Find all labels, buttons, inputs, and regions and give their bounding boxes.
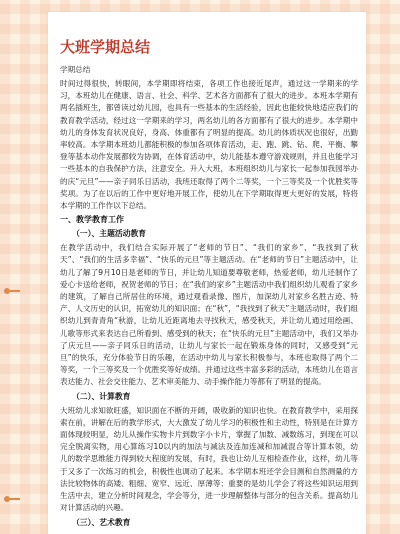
marker-line-decoration [10,290,20,292]
page-marker-decoration [0,286,20,296]
theme-activity-paragraph: 在教学活动中，我们结合实际开展了“老师的节日”、“我们的家乡”、“我找到了秋天”、“我们的生活多幸福”、“快乐的元旦”等主题活动。在“老师的节日”主题活动中，让幼儿了解了9月10日是老师的节日，并让幼儿知道要尊敬老师，热爱老师，幼儿还制作了爱心卡送给老师，祝贺老师的节日；在“我们的家乡”主题活动中我们组织幼儿观看了家乡的建筑，了解自己所居住的环境，通过观看录像、图片，加深幼儿对家乡名胜古迹、特产、人文历史的认识，拓宽幼儿的知识面；在“秋”，“我找到了秋天”主题活动时，我们组织幼儿到青青角“秋游，让幼儿近距离地去寻找秋天，感受秋天，并让幼儿通过用绘画、儿歌等形式来表达自己所看到、感受到的秋天；在“快乐的元旦”主题活动中，我们又举办了庆元旦——亲子同乐日的活动，让幼儿与家长一起在锻炼身体的同时，又感受到“元旦”的快乐，充分体验节日的乐趣，在活动中幼儿与家长积极参与，本班也取得了两个二等奖，一个三等奖及一个优胜奖等好成绩。并通过这些丰富多彩的活动，本班幼儿在语言表达能力、社会交往能力、艺术审美能力、动手操作能力等都有了明显的提高。 [60,243,358,387]
document-title: 大班学期总结 [60,38,151,56]
marker-line-decoration [10,498,20,500]
subsection-heading-theme: （一）、主题活动教育 [72,229,147,239]
intro-paragraph: 时间过得很快，转眼间，本学期即将结束，各项工作也接近尾声，通过这一学期来的学习，本班幼儿在健康、语言、社会、科学、艺术各方面都有了很大的进步。本班本学期有两名插班生，都曾读过幼儿园，也具有一些基本的生活经验，因此也能较快地适应我们的教育教学活动，经过这一学期来的学习，两名幼儿的各方面都有了很大的进步。本学期中幼儿的身体发育状况良好，身高、体重都有了明显的提高。幼儿的体质状况也很好，出勤率较高。本学期本班幼儿都能积极的参加各项体育活动，走、跑、跳、钻、爬、平衡、攀登等基本动作发展都较为协调，在体育活动中，幼儿能基本遵守游戏规则，并且也能学习一些基本的自我保护方法，注意安全。升入大班，本班组织幼儿与家长一起参加我园举办的庆“元旦”——亲子同乐日活动，我班还取得了两个二等奖，一个三等奖及一个优胜奖等奖项。为了在以后的工作中更好地开展工作，使幼儿在下学期取得更大更好的发展，特将本学期的工作作以下总结。 [60,79,358,211]
document-page [48,12,366,534]
document-subtitle: 学期总结 [60,65,91,74]
math-education-paragraph: 大班幼儿求知欲旺盛，知识面在不断的开阔，吸收新的知识也快。在教育教学中，采用探索在前，讲解在后的教学形式，大大激发了幼儿学习的积极性和主动性，特别是在计算方面体现较明显，幼儿从操作实物卡片到数字小卡片，掌握了加数、减数练习，到现在可以完全脱离实物，用心算练习10以内的加法与减法及连加连减和加减混合等计算本领，幼儿的数学思维能力得到较大程度的发展，有时，我也让幼儿互相检查作业，这样，幼儿等于又多了一次练习的机会，积极性也调动了起来。本学期本班还学会目测和自然测量的方法比较物体的高矮、粗细、宽窄、远近、厚薄等；重要的是幼儿学会了将这些知识运用到生活中去，建立分析时间观念，学会等分，进一步理解整体与部分的包含关系。提高幼儿对计算活动的兴趣。 [60,405,358,513]
subsection-heading-math: （二）、计算教育 [72,391,131,401]
subsection-heading-art: （三）、艺术教育 [72,517,131,527]
section-heading-teaching: 一、教学教育工作 [60,215,124,225]
page-marker-decoration [0,494,20,504]
